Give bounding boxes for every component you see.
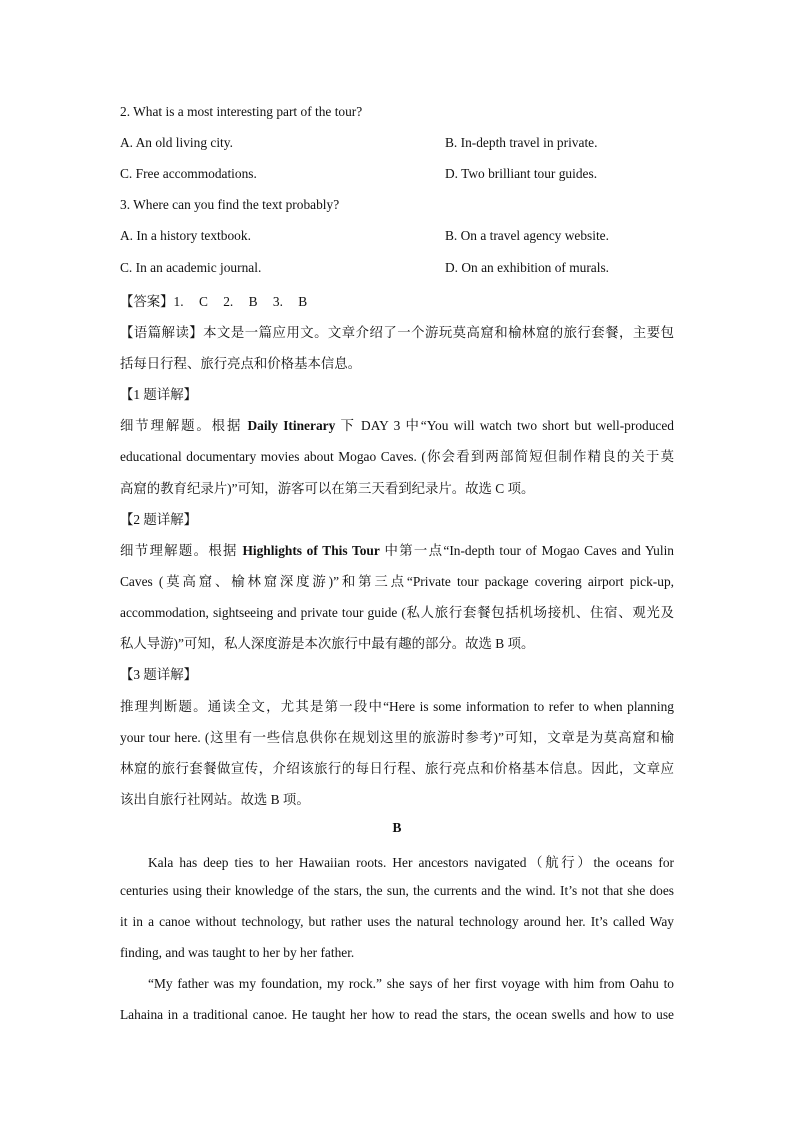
detail-1-line-3: 高窟的教育纪录片)”可知，游客可以在第三天看到纪录片。故选 C 项。 — [120, 481, 535, 496]
detail-2-line-4: 私人导游)”可知，私人深度游是本次旅行中最有趣的部分。故选 B 项。 — [120, 636, 535, 651]
q2-option-c: C. Free accommodations. — [120, 166, 257, 181]
q2-option-b: B. In-depth travel in private. — [445, 135, 598, 150]
detail-3-line-3: 林窟的旅行套餐做宣传，介绍该旅行的每日行程、旅行亮点和价格基本信息。因此，文章应 — [120, 761, 674, 776]
q3-option-a: A. In a history textbook. — [120, 228, 251, 243]
question-3: 3. Where can you find the text probably? — [120, 197, 340, 212]
reading-line-2: 括每日行程、旅行亮点和价格基本信息。 — [120, 356, 362, 371]
detail-2-line-1: 细节理解题。根据 Highlights of This Tour 中第一点“In-depth tour of Mogao Caves and Yulin — [120, 543, 674, 558]
passage-line: finding, and was taught to her by her father. — [120, 945, 355, 960]
detail-2-line-3: accommodation, sightseeing and private tour guide (私人旅行套餐包括机场接机、住宿、观光及 — [120, 605, 674, 620]
passage-line: Lahaina in a traditional canoe. He taught her how to read the stars, the ocean swells and how to use — [120, 1007, 674, 1022]
passage-line: “My father was my foundation, my rock.” she says of her first voyage with him from Oahu to — [148, 976, 674, 991]
q3-option-c: C. In an academic journal. — [120, 260, 262, 275]
passage-line: it in a canoe without technology, but rather uses the natural technology around her. It’s called Way — [120, 914, 674, 929]
detail-3-line-4: 该出自旅行社网站。故选 B 项。 — [120, 792, 310, 807]
question-2: 2. What is a most interesting part of the tour? — [120, 104, 363, 119]
passage-line: Kala has deep ties to her Hawaiian roots. Her ancestors navigated（航行）the oceans for — [148, 855, 674, 870]
q2-option-a: A. An old living city. — [120, 135, 233, 150]
detail-1-line-2: educational documentary movies about Mogao Caves. (你会看到两部简短但制作精良的关于莫 — [120, 449, 674, 464]
q2-option-d: D. Two brilliant tour guides. — [445, 166, 598, 181]
detail-1-line-1: 细节理解题。根据 Daily Itinerary 下 DAY 3 中“You will watch two short but well-produced — [120, 418, 674, 433]
passage-line: centuries using their knowledge of the stars, the sun, the currents and the wind. It’s not that she does — [120, 883, 674, 898]
q3-option-d: D. On an exhibition of murals. — [445, 260, 610, 275]
reading-line-1: 【语篇解读】本文是一篇应用文。文章介绍了一个游玩莫高窟和榆林窟的旅行套餐，主要包 — [120, 325, 674, 340]
detail-3-line-2: your tour here. (这里有一些信息供你在规划这里的旅游时参考)”可知，文章是为莫高窟和榆 — [120, 730, 674, 745]
detail-1-heading: 【1 题详解】 — [120, 387, 197, 402]
detail-2-line-2: Caves (莫高窟、榆林窟深度游)”和第三点“Private tour package covering airport pick-up, — [120, 574, 674, 589]
section-title: B — [392, 820, 402, 835]
answer-line: 【答案】1. C 2. B 3. B — [120, 294, 308, 309]
detail-3-heading: 【3 题详解】 — [120, 667, 197, 682]
detail-2-heading: 【2 题详解】 — [120, 512, 197, 527]
q3-option-b: B. On a travel agency website. — [445, 228, 609, 243]
detail-3-line-1: 推理判断题。通读全文，尤其是第一段中“Here is some information to refer to when planning — [120, 699, 674, 714]
